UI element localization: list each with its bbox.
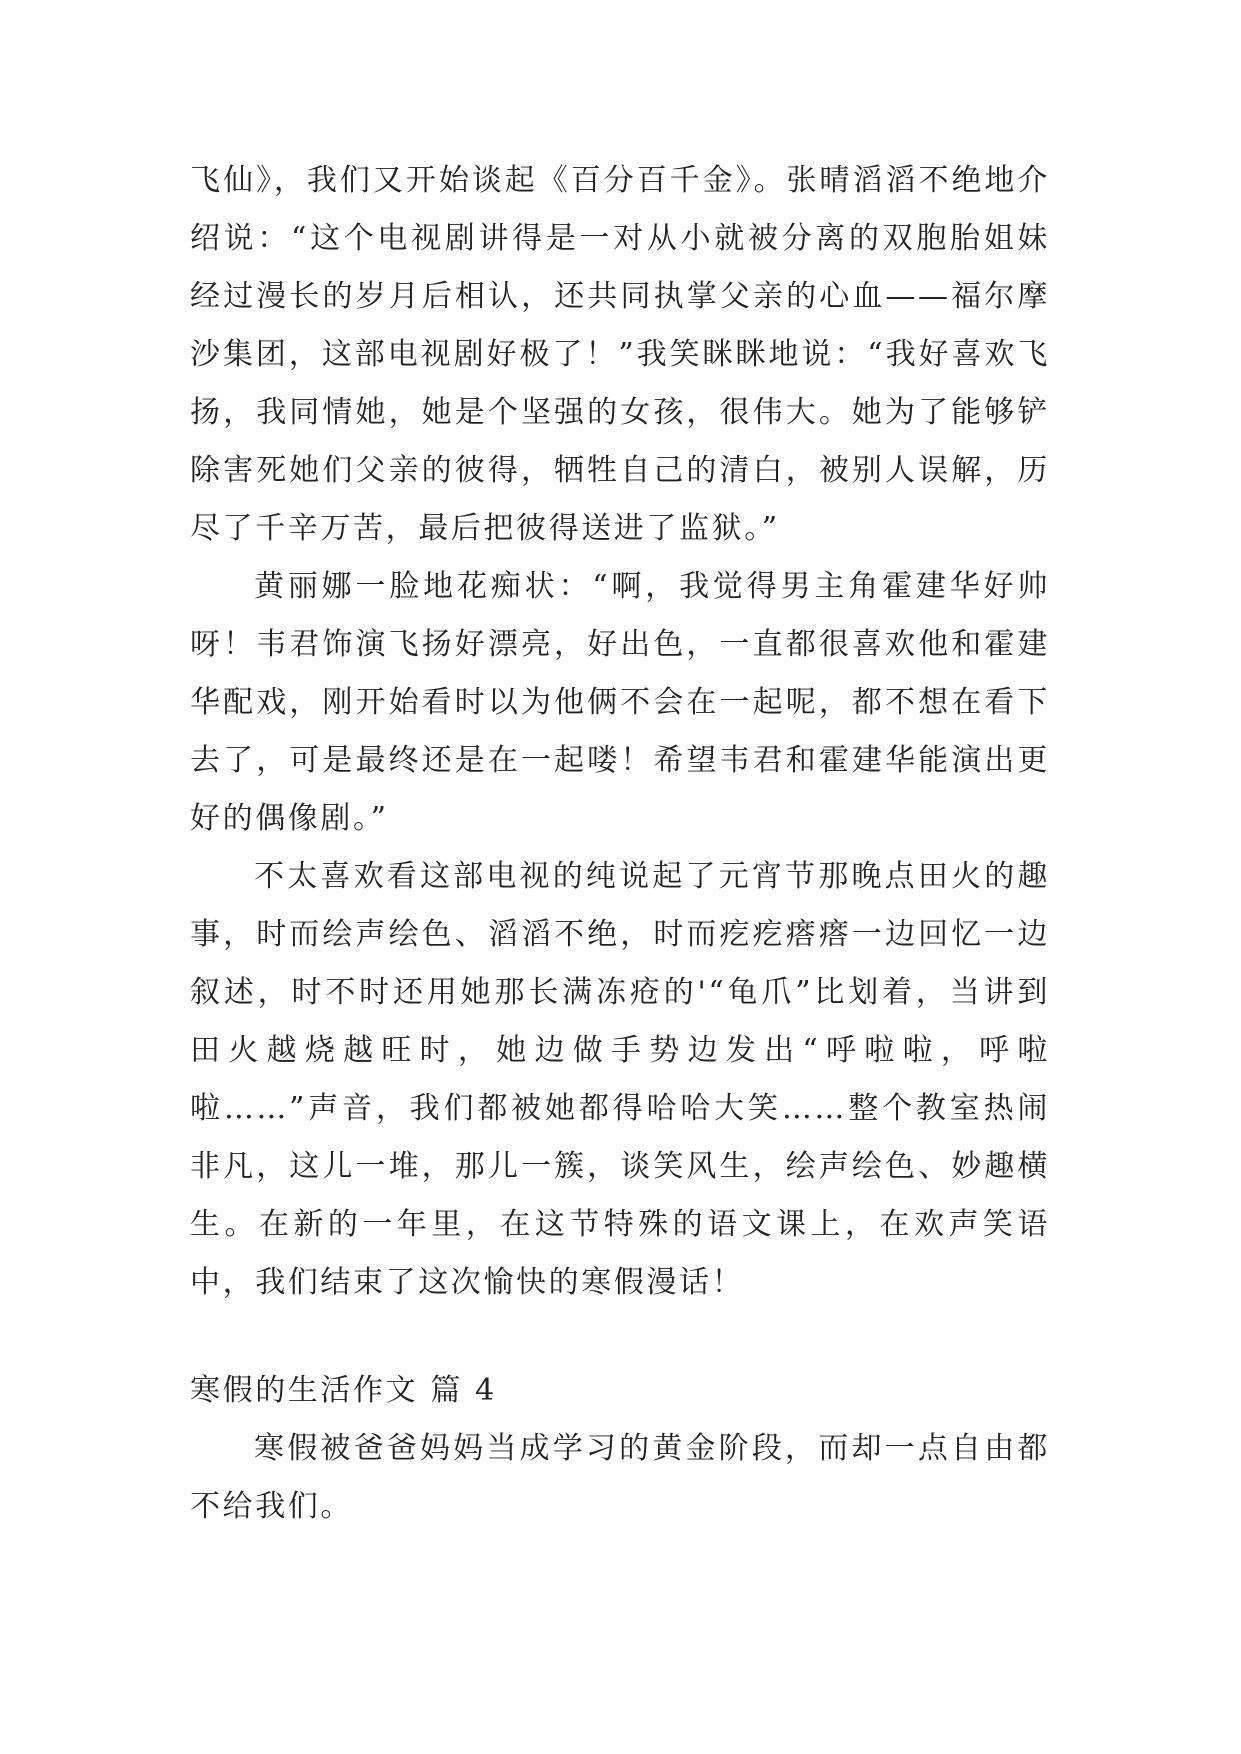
- section-heading: 寒假的生活作文 篇 4: [190, 1373, 497, 1408]
- document-body: [190, 152, 1050, 1536]
- paragraph-lantern-festival: 不太喜欢看这部电视的纯说起了元宵节那晚点田火的趣事，时而绘声绘色、滔滔不绝，时而疙疙瘩瘩一边回忆一边叙述，时不时还用她那长满冻疮的'“龟爪”比划着，当讲到田火越烧越旺时，她边做手势边发出“呼啦啦，呼啦啦……”声音，我们都被她都得哈哈大笑……整个教室热闹非凡，这儿一堆，那儿一簇，谈笑风生，绘声绘色、妙趣横生。在新的一年里，在这节特殊的语文课上，在欢声笑语中，我们结束了这次愉快的寒假漫话！: [190, 859, 1050, 1300]
- paragraph-section-4: 寒假被爸爸妈妈当成学习的黄金阶段，而却一点自由都不给我们。: [190, 1431, 1050, 1524]
- paragraph-continuation: 飞仙》，我们又开始谈起《百分百千金》。张晴滔滔不绝地介绍说：“这个电视剧讲得是一对从小就被分离的双胞胎姐妹经过漫长的岁月后相认，还共同执掌父亲的心血——福尔摩沙集团，这部电视剧好极了！”我笑眯眯地说：“我好喜欢飞扬，我同情她，她是个坚强的女孩，很伟大。她为了能够铲除害死她们父亲的彼得，牺牲自己的清白，被别人误解，历尽了千辛万苦，最后把彼得送进了监狱。”: [190, 163, 1050, 546]
- paragraph-huang-lina: 黄丽娜一脸地花痴状：“啊，我觉得男主角霍建华好帅呀！韦君饰演飞扬好漂亮，好出色，一直都很喜欢他和霍建华配戏，刚开始看时以为他俩不会在一起呢，都不想在看下去了，可是最终还是在一起喽！希望韦君和霍建华能演出更好的偶像剧。”: [190, 569, 1050, 836]
